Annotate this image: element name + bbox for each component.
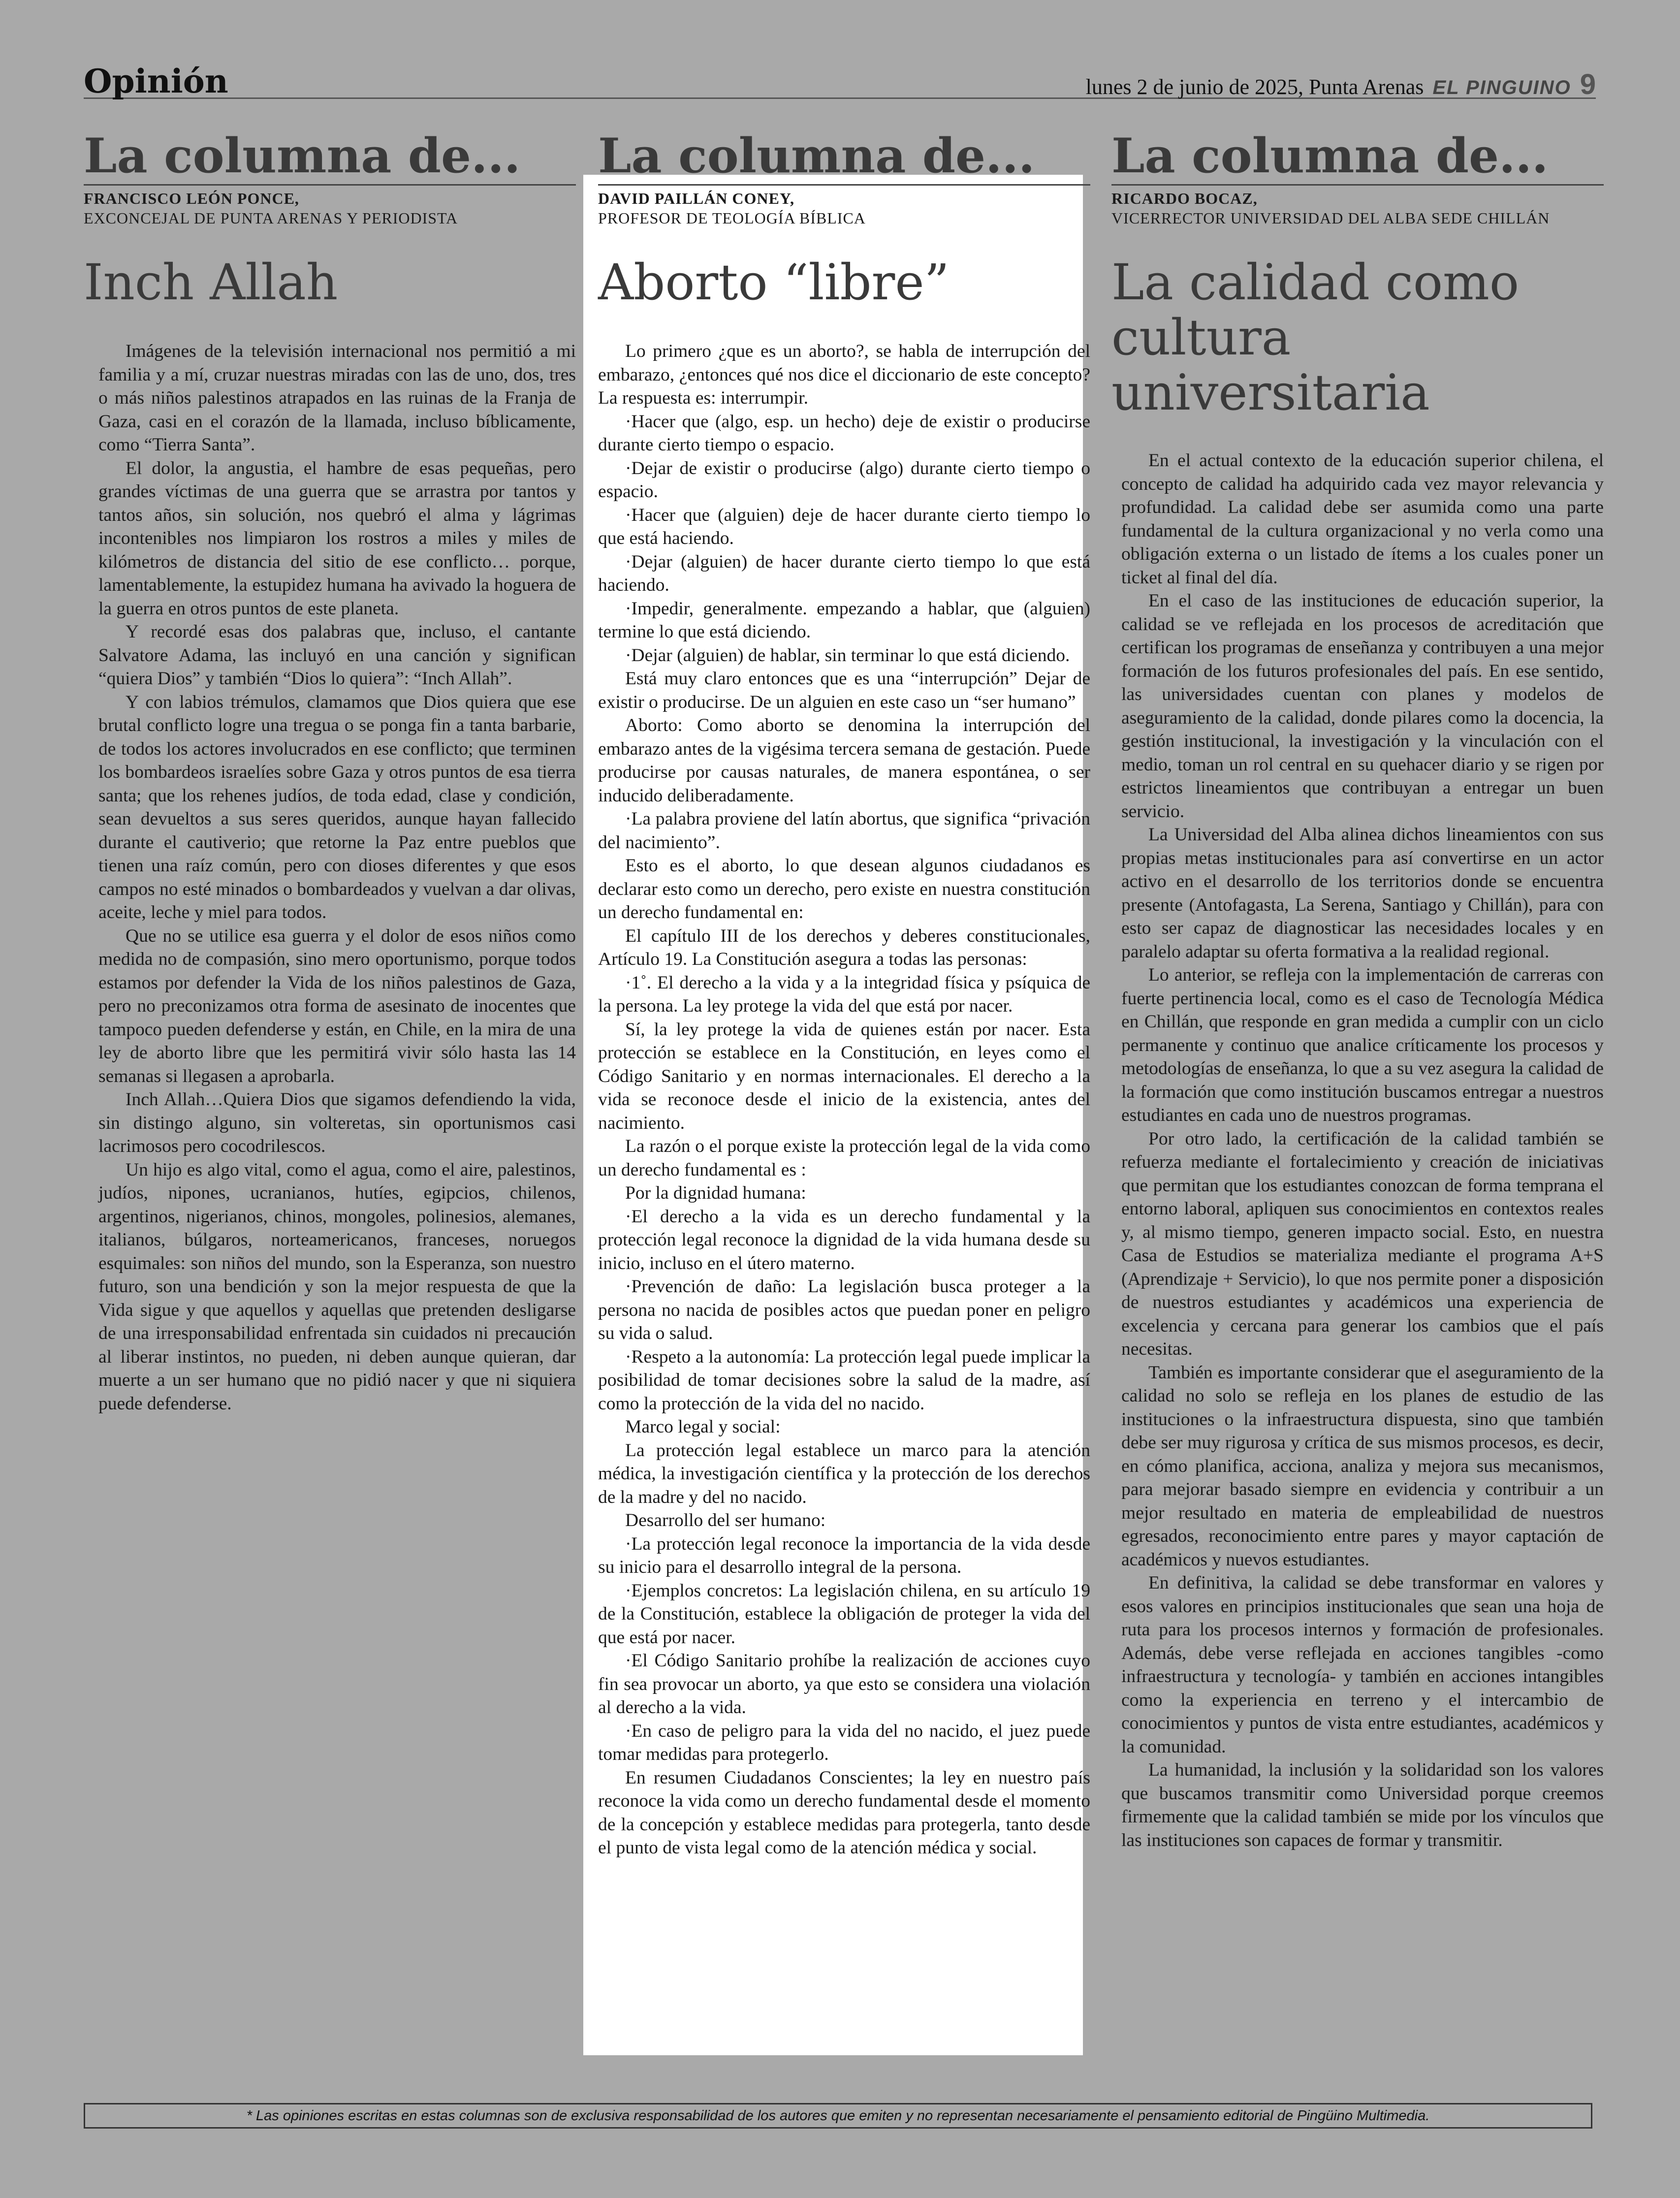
paragraph: Marco legal y social: [625,1417,781,1437]
section-label: Opinión [84,62,228,100]
column-paillan-coney [598,129,1090,1860]
author-role: VICERRECTOR UNIVERSIDAD DEL ALBA SEDE CHILLÁN [1111,209,1550,227]
paragraph: En el caso de las instituciones de educación superior, la calidad se ve reflejada en los procesos de acreditación que certifican los programas de enseñanza y contribuyen a una mejor formación de los futuros profesionales del país. En ese sentido, las universidades cuentan con planes y modelos de aseguramiento de la calidad, donde pilares como la docencia, la gestión institucional, la investigación y la vinculación con el medio, toman un rol central en su quehacer diario y se rigen por estrictos lineamientos que contribuyan a entregar un buen servicio. [1121,591,1604,822]
paragraph: ·La palabra proviene del latín abortus, que significa “privación del nacimiento”. [598,809,1090,853]
paragraph: ·El Código Sanitario prohíbe la realización de acciones cuyo fin sea provocar un aborto, ya que esto se considera una violación al derecho a la vida. [598,1651,1090,1718]
paragraph: Está muy claro entonces que es una “interrupción” Dejar de existir o producirse. De un alguien en este caso un “ser humano” [598,669,1090,712]
paragraph: Aborto: Como aborto se denomina la interrupción del embarazo antes de la vigésima tercera semana de gestación. Puede producirse por causas naturales, de manera espontánea, o ser inducido deliberadamente. [598,715,1090,806]
byline [84,184,576,228]
page-header [84,59,1596,99]
paragraph: Sí, la ley protege la vida de quienes están por nacer. Esta protección se establece en la Constitución, en leyes como el Código Sanitario y en normas internacionales. El derecho a la vida se reconoce desde el inicio de la existencia, antes del nacimiento. [598,1019,1090,1133]
paragraph: La razón o el porque existe la protección legal de la vida como un derecho fundamental es : [598,1136,1090,1180]
issue-date: lunes 2 de junio de 2025, Punta Arenas [1085,75,1424,99]
paragraph: ·La protección legal reconoce la importancia de la vida desde su inicio para el desarrollo integral de la persona. [598,1533,1090,1577]
newspaper-logo: EL PINGUINO [1432,77,1571,98]
author-name: RICARDO BOCAZ, [1111,190,1258,207]
author-name: DAVID PAILLÁN CONEY, [598,190,795,207]
paragraph: En el actual contexto de la educación superior chilena, el concepto de calidad ha adquirido cada vez mayor relevancia y profundidad. La calidad debe ser asumida como una parte fundamental de la cultura organizacional y no verla como una obligación externa o un listado de ítems a los cuales poner un ticket al final del día. [1121,450,1604,588]
paragraph: Por la dignidad humana: [625,1183,806,1203]
paragraph: Lo primero ¿que es un aborto?, se habla de interrupción del embarazo, ¿entonces qué nos dice el diccionario de este concepto? La respuesta es: interrumpir. [598,341,1090,408]
paragraph: ·Ejemplos concretos: La legislación chilena, en su artículo 19 de la Constitución, establece la obligación de proteger la vida del que está por nacer. [598,1580,1090,1648]
paragraph: Por otro lado, la certificación de la calidad también se refuerza mediante el fortalecimiento y creación de iniciativas que permitan que los estudiantes conozcan de forma temprana el entorno laboral, apliquen sus conocimientos en contextos reales y, al mismo tiempo, generen impacto social. Esto, en nuestra Casa de Estudios se materializa mediante el programa A+S (Aprendizaje + Servicio), lo que nos permite poner a disposición de nuestros estudiantes y académicos una experiencia de excelencia y cercana para generar los cambios que el país necesitas. [1121,1128,1604,1359]
column-heading: La columna de... [84,128,521,184]
page-number: 9 [1580,68,1596,100]
paragraph: ·Impedir, generalmente. empezando a hablar, que (alguien) termine lo que está diciendo. [598,598,1090,642]
disclaimer-note: * Las opiniones escritas en estas columnas son de exclusiva responsabilidad de los autores que emiten y no representan necesariamente el pensamiento editorial de Pingüino Multimedia. [84,2103,1592,2129]
paragraph: ·Dejar (alguien) de hablar, sin terminar lo que está diciendo. [625,645,1070,666]
author-name: FRANCISCO LEÓN PONCE, [84,190,299,207]
column-bocaz [1111,129,1604,1852]
column-leon-ponce [84,129,576,1415]
paragraph: ·El derecho a la vida es un derecho fundamental y la protección legal reconoce la dignidad de la vida humana desde su inicio, incluso en el útero materno. [598,1206,1090,1274]
paragraph: ·Respeto a la autonomía: La protección legal puede implicar la posibilidad de tomar decisiones sobre la salud de la madre, así como la protección de la vida del no nacido. [598,1346,1090,1414]
article-title: Inch Allah [84,254,338,311]
paragraph: ·En caso de peligro para la vida del no nacido, el juez puede tomar medidas para protegerlo. [598,1720,1090,1764]
paragraph: Imágenes de la televisión internacional nos permitió a mi familia y a mí, cruzar nuestras miradas con las de uno, dos, tres o más niños palestinos atrapados en las ruinas de la Franja de Gaza, casi en el corazón de la llamada, incluso bíblicamente, como “Tierra Santa”. [98,341,576,455]
paragraph: La humanidad, la inclusión y la solidaridad son los valores que buscamos transmitir como Universidad porque creemos firmemente que la calidad también se mide por los vínculos que las instituciones son capaces de formar y transmitir. [1121,1760,1604,1850]
paragraph: ·Dejar (alguien) de hacer durante cierto tiempo lo que está haciendo. [598,551,1090,595]
paragraph: ·Dejar de existir o producirse (algo) durante cierto tiempo o espacio. [598,458,1090,502]
paragraph: La protección legal establece un marco para la atención médica, la investigación científica y la protección de los derechos de la madre y del no nacido. [598,1440,1090,1507]
author-role: EXCONCEJAL DE PUNTA ARENAS Y PERIODISTA [84,209,458,227]
header-info [1086,68,1596,101]
paragraph: Un hijo es algo vital, como el agua, como el aire, palestinos, judíos, nipones, ucranianos, hutíes, egipcios, chilenos, argentinos, nigerianos, chinos, mongoles, polinesios, alemanes, italianos, búlgaros, norteamericanos, franceses, noruegos esquimales: son niños del mundo, son la Esperanza, son nuestro futuro, son una bendición y son la mejor respuesta de que la Vida sigue y que aquellos y aquellas que pretenden desligarse de una irresponsabilidad enfrentada sin cuidados ni precaución al liberar instintos, no pueden, ni deben aunque quieran, dar muerte a un ser humano que no pidió nacer y que ni siquiera puede defenderse. [98,1159,576,1414]
paragraph: En resumen Ciudadanos Conscientes; la ley en nuestro país reconoce la vida como un derecho fundamental desde el momento de la concepción y establece medidas para protegerla, tanto desde el punto de vista legal como de la atención médica y social. [598,1767,1090,1858]
byline [1111,184,1604,228]
paragraph: La Universidad del Alba alinea dichos lineamientos con sus propias metas institucionales para así convertirse en un actor activo en el desarrollo de los territorios donde se encuentra presente (Antofagasta, La Serena, Santiago y Chillán), para con esto ser capaz de diagnosticar las necesidades locales y en paralelo adaptar su oferta formativa a la realidad regional. [1121,825,1604,962]
paragraph: Y con labios trémulos, clamamos que Dios quiera que ese brutal conflicto logre una tregua o se ponga fin a tanta barbarie, de todos los actores involucrados en ese conflicto; que terminen los bombardeos israelíes sobre Gaza y otros puntos de esa tierra santa; que los rehenes judíos, de toda edad, clase y condición, sean devueltos a sus seres queridos, aunque hayan fallecido durante el cautiverio; que retorne la Paz entre pueblos que tienen una raíz común, pero con dioses diferentes y que esos campos no esté minados o bombardeados y vuelvan a dar olivas, aceite, leche y miel para todos. [98,692,576,923]
paragraph: Lo anterior, se refleja con la implementación de carreras con fuerte pertinencia local, como es el caso de Tecnología Médica en Chillán, que responde en gran medida a cumplir con un ciclo permanente y continuo que analice críticamente los procesos y metodologías de enseñanza, lo que a su vez asegura la calidad de la formación que como institución buscamos entregar a nuestros estudiantes en cada uno de nuestros programas. [1121,965,1604,1125]
paragraph: ·Hacer que (algo, esp. un hecho) deje de existir o producirse durante cierto tiempo o espacio. [598,411,1090,455]
paragraph: ·Hacer que (alguien) deje de hacer durante cierto tiempo lo que está haciendo. [598,505,1090,548]
article-body [598,340,1090,1860]
paragraph: Desarrollo del ser humano: [625,1510,826,1530]
paragraph: En definitiva, la calidad se debe transformar en valores y esos valores en principios institucionales que sean una hoja de ruta para los procesos internos y formación de profesionales. Además, debe verse reflejada en acciones tangibles -como infraestructura y tecnología- y también en acciones intangibles como la experiencia en terreno y el intercambio de conocimientos y puntos de vista entre estudiantes, académicos y la comunidad. [1121,1573,1604,1757]
paragraph: ·1˚. El derecho a la vida y a la integridad física y psíquica de la persona. La ley protege la vida del que está por nacer. [598,972,1090,1016]
paragraph: Y recordé esas dos palabras que, incluso, el cantante Salvatore Adama, las incluyó en una canción y significan “quiera Dios” y también “Dios lo quiera”: “Inch Allah”. [98,622,576,689]
paragraph: El capítulo III de los derechos y deberes constitucionales, Artículo 19. La Constitución asegura a todas las personas: [598,925,1090,969]
byline [598,184,1090,228]
author-role: PROFESOR DE TEOLOGÍA BÍBLICA [598,209,866,227]
article-body [84,340,576,1415]
column-heading: La columna de... [1111,128,1549,184]
paragraph: Inch Allah…Quiera Dios que sigamos defendiendo la vida, sin distingo alguno, sin volteretas, sin oportunismos casi lacrimosos pero cocodrilescos. [98,1089,576,1156]
article-title: Aborto “libre” [598,254,950,311]
paragraph: Que no se utilice esa guerra y el dolor de esos niños como medida no de compasión, sino mero oportunismo, porque todos estamos por defender la Vida de los niños palestinos de Gaza, pero no preconizamos otra forma de asesinato de inocentes que tampoco pueden defenderse y están, en Chile, en la mira de una ley de aborto libre que les permitirá vivir sólo hasta las 14 semanas si llegasen a aprobarla. [98,925,576,1086]
paragraph: También es importante considerar que el aseguramiento de la calidad no solo se refleja en los planes de estudio de las instituciones o la infraestructura dispuesta, sino que también debe ser muy rigurosa y crítica de sus mismos procesos, es decir, en cómo planifica, acciona, analiza y mejora sus mecanismos, para mejorar basado siempre en evidencia y contribuir a un mejor resultado en materia de empleabilidad de nuestros egresados, reconocimiento entre pares y mayor captación de académicos y nuevos estudiantes. [1121,1362,1604,1570]
article-title: La calidad como cultura universitaria [1111,254,1520,421]
paragraph: Esto es el aborto, lo que desean algunos ciudadanos es declarar esto como un derecho, pero existe en nuestra constitución un derecho fundamental en: [598,856,1090,923]
paragraph: ·Prevención de daño: La legislación busca proteger a la persona no nacida de posibles actos que puedan poner en peligro su vida o salud. [598,1276,1090,1343]
article-body [1111,449,1604,1852]
column-heading: La columna de... [598,128,1035,184]
paragraph: El dolor, la angustia, el hambre de esas pequeñas, pero grandes víctimas de una guerra que se arrastra por tantos y tantos años, sin solución, nos quebró el alma y lágrimas incontenibles nos limpiaron los rostros a miles y miles de kilómetros de distancia del sitio de ese conflicto… porque, lamentablemente, la estupidez humana ha avivado la hoguera de la guerra en otros puntos de este planeta. [98,458,576,619]
